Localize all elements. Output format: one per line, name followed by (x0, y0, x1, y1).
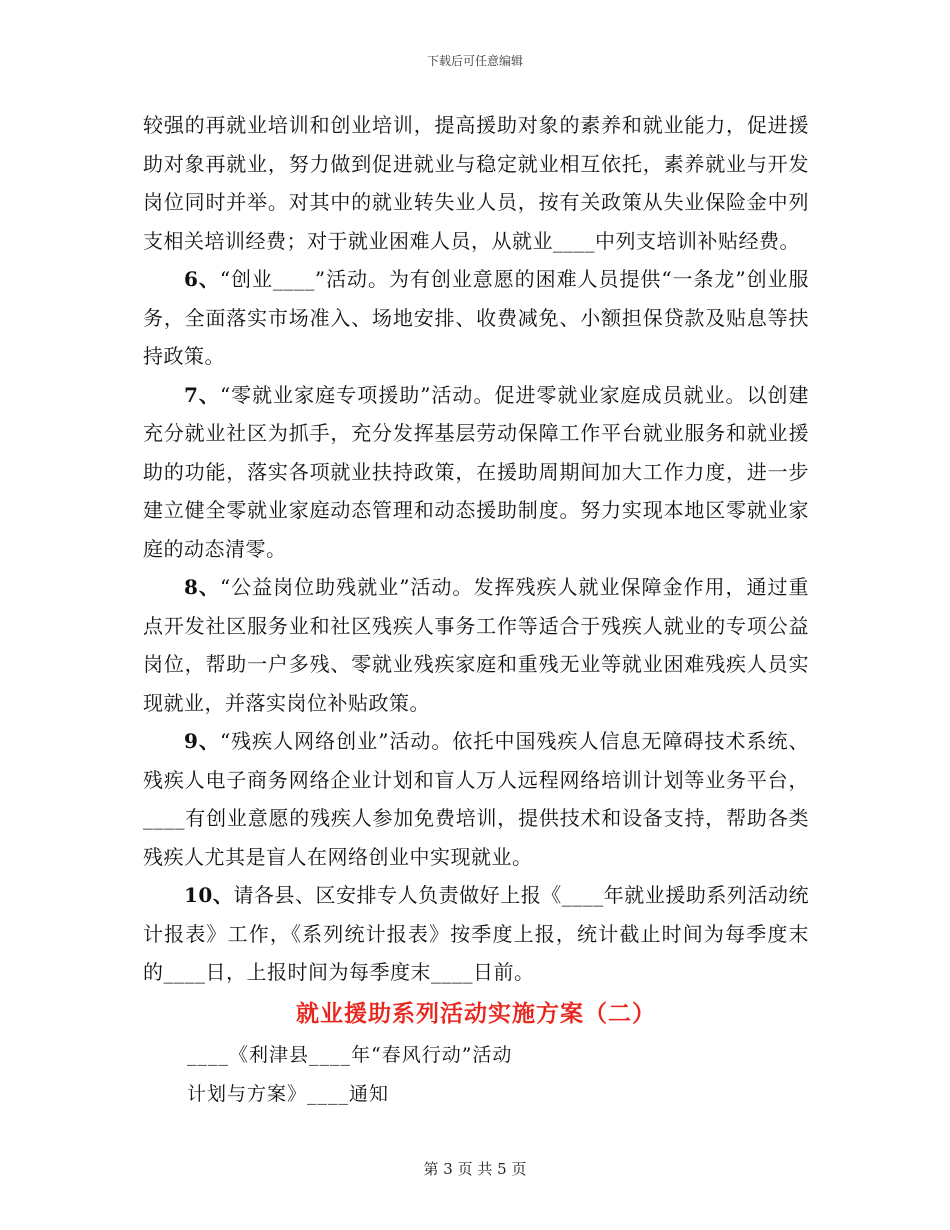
paragraph-text: “公益岗位助残就业”活动。发挥残疾人就业保障金作用，通过重点开发社区服务业和社区残疾人事务工作等适合于残疾人就业的专项公益岗位，帮助一户多残、零就业残疾家庭和重残无业等就业困难残疾人员实现就业，并落实岗位补贴政策。 (143, 575, 810, 715)
notice-line: ____《利津县____年“春风行动”活动 (187, 1043, 513, 1066)
paragraph-text: “零就业家庭专项援助”活动。促进零就业家庭成员就业。以创建充分就业社区为抓手，充分发挥基层劳动保障工作平台就业服务和就业援助的功能，落实各项就业扶持政策，在援助周期间加大工作力度，进一步建立健全零就业家庭动态管理和动态援助制度。努力实现本地区零就业家庭的动态清零。 (143, 382, 810, 561)
item-number: 7、 (184, 382, 220, 407)
paragraph-item-9 (143, 722, 809, 876)
paragraph-text: 较强的再就业培训和创业培训，提高援助对象的素养和就业能力，促进援助对象再就业，努力做到促进就业与稳定就业相互依托，素养就业与开发岗位同时并举。对其中的就业转失业人员，按有关政策从失业保险金中列支相关培训经费；对于就业困难人员，从就业____中列支培训补贴经费。 (143, 113, 809, 253)
paragraph-item-8 (143, 568, 809, 722)
item-number: 9、 (184, 729, 220, 753)
item-number: 10、 (184, 883, 234, 907)
document-body (143, 106, 809, 1114)
paragraph-text: “创业____”活动。为有创业意愿的困难人员提供“一条龙”创业服务，全面落实市场准入、场地安排、收费减免、小额担保贷款及贴息等扶持政策。 (143, 267, 809, 368)
page-footer: 第 3 页 共 5 页 (423, 1160, 527, 1178)
page-header: 下载后可任意编辑 (426, 54, 523, 68)
paragraph-continued (143, 106, 809, 260)
item-number: 8、 (184, 575, 220, 599)
paragraph-item-7 (143, 376, 809, 569)
section-title: 就业援助系列活动实施方案（二） (296, 1000, 656, 1027)
paragraph-text: 请各县、区安排专人负责做好上报《____年就业援助系列活动统计报表》工作，《系列统计报表》按季度上报，统计截止时间为每季度末的____日，上报时间为每季度末____日前。 (143, 883, 809, 984)
notice-line: 计划与方案》____通知 (187, 1082, 390, 1105)
paragraph-item-10 (143, 876, 809, 992)
paragraph-text: “残疾人网络创业”活动。依托中国残疾人信息无障碍技术系统、残疾人电子商务网络企业计划和盲人万人远程网络培训计划等业务平台，____有创业意愿的残疾人参加免费培训，提供技术和设备支持，帮助各类残疾人尤其是盲人在网络创业中实现就业。 (143, 729, 810, 869)
item-number: 6、 (184, 267, 220, 291)
paragraph-item-6 (143, 260, 809, 376)
